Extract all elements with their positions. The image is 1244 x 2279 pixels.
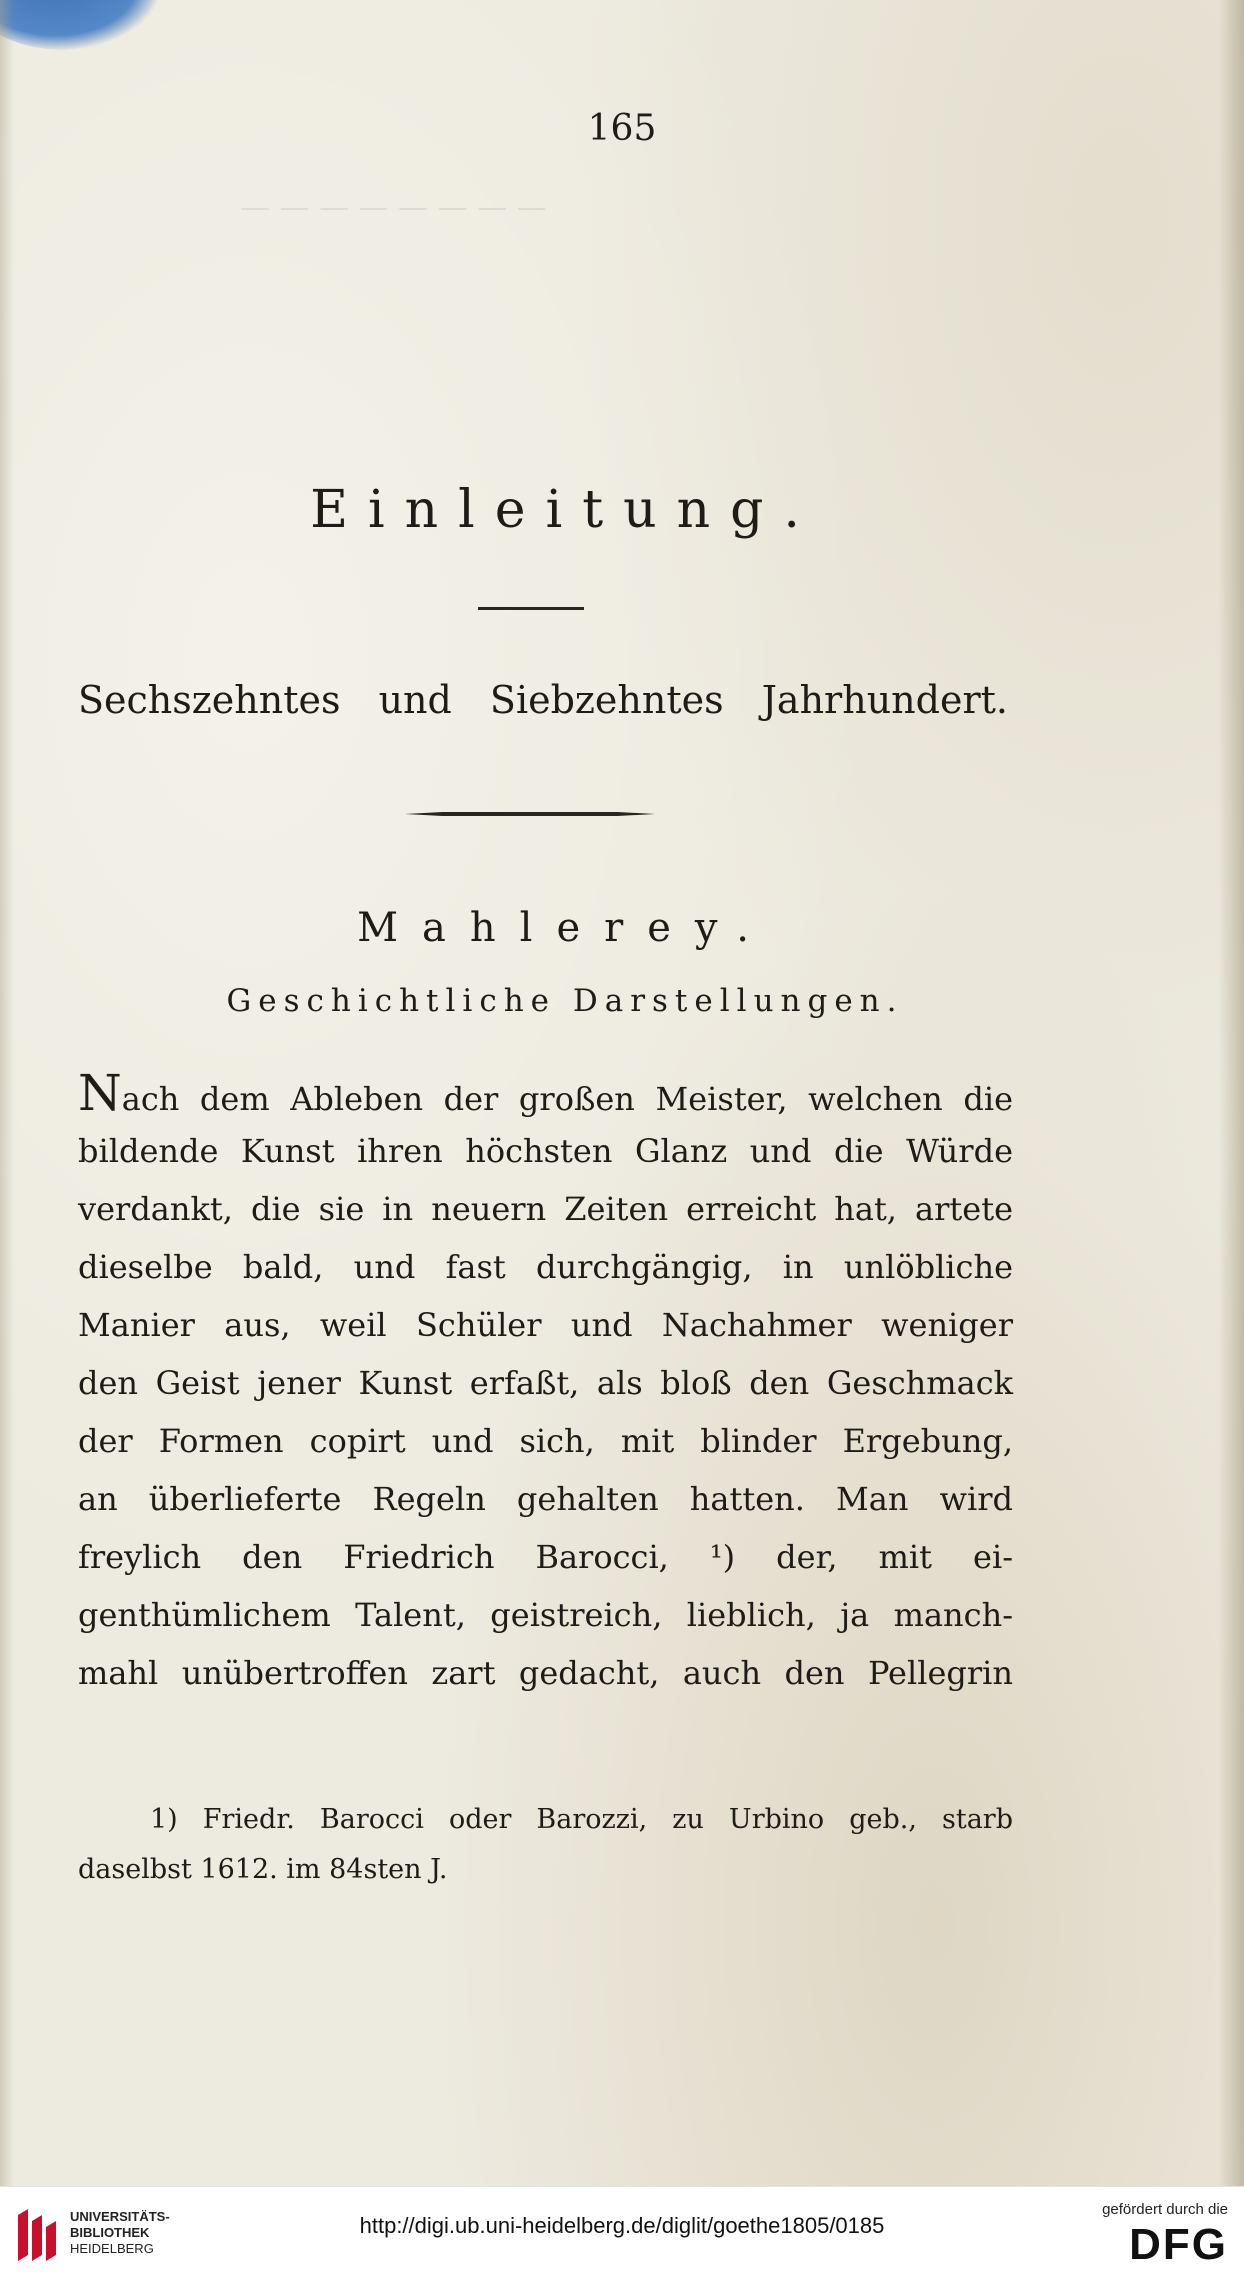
footnote — [78, 1795, 1013, 1895]
page-permalink[interactable]: http://digi.ub.uni-heidelberg.de/diglit/goethe1805/0185 — [359, 2213, 885, 2238]
text-line: Nach dem Ableben der großen Meister, welchen die — [78, 1064, 1013, 1122]
text-line: bildende Kunst ihren höchsten Glanz und die Würde — [78, 1132, 1013, 1170]
page-edge-shadow-right — [1218, 0, 1244, 2186]
chapter-subheading — [78, 678, 1008, 722]
section-subtitle: Geschichtliche Darstellungen. — [226, 983, 904, 1019]
subheading-word: Sechszehntes — [78, 678, 341, 722]
text-line: freylich den Friedrich Barocci, ¹) der, mit ei- — [78, 1538, 1013, 1576]
text-line: den Geist jener Kunst erfaßt, als bloß den Geschmack — [78, 1364, 1013, 1402]
text-line: genthümlichem Talent, geistreich, lieblich, ja manch- — [78, 1596, 1013, 1634]
subheading-word: Siebzehntes — [489, 678, 724, 722]
library-name-line: BIBLIOTHEK — [70, 2225, 150, 2240]
text-line: der Formen copirt und sich, mit blinder Ergebung, — [78, 1422, 1013, 1460]
text-line: mahl unübertroffen zart gedacht, auch den Pellegrin — [78, 1654, 1013, 1692]
text-line: an überlieferte Regeln gehalten hatten. Man wird — [78, 1480, 1013, 1518]
chapter-heading: Einleitung. — [310, 480, 820, 540]
text-line: Manier aus, weil Schüler und Nachahmer weniger — [78, 1306, 1013, 1344]
viewer-footer — [0, 2186, 1244, 2279]
ornamental-divider — [405, 812, 655, 816]
ink-stain — [0, 0, 160, 50]
library-name-line: UNIVERSITÄTS- — [70, 2209, 170, 2224]
dfg-logo[interactable]: DFG — [1129, 2220, 1228, 2269]
funding-caption: gefördert durch die — [1102, 2201, 1228, 2218]
text-line: dieselbe bald, und fast durchgängig, in unlöbliche — [78, 1248, 1013, 1286]
subheading-word: Jahrhundert. — [761, 678, 1008, 722]
page-number: 165 — [587, 108, 657, 149]
library-name-line: HEIDELBERG — [70, 2241, 154, 2256]
subheading-word: und — [378, 678, 452, 722]
section-title: Mahlerey. — [357, 905, 773, 951]
footnote-line: 1) Friedr. Barocci oder Barozzi, zu Urbino geb., starb — [150, 1804, 1013, 1835]
page-edge-shadow-left — [0, 0, 14, 2186]
body-text — [78, 1064, 1013, 1702]
footnote-line: daselbst 1612. im 84sten J. — [78, 1854, 448, 1885]
text-line: verdankt, die sie in neuern Zeiten erreicht hat, artete — [78, 1190, 1013, 1228]
divider-rule — [478, 607, 584, 610]
bleed-through-text: — — — — — — — — — [240, 190, 547, 225]
